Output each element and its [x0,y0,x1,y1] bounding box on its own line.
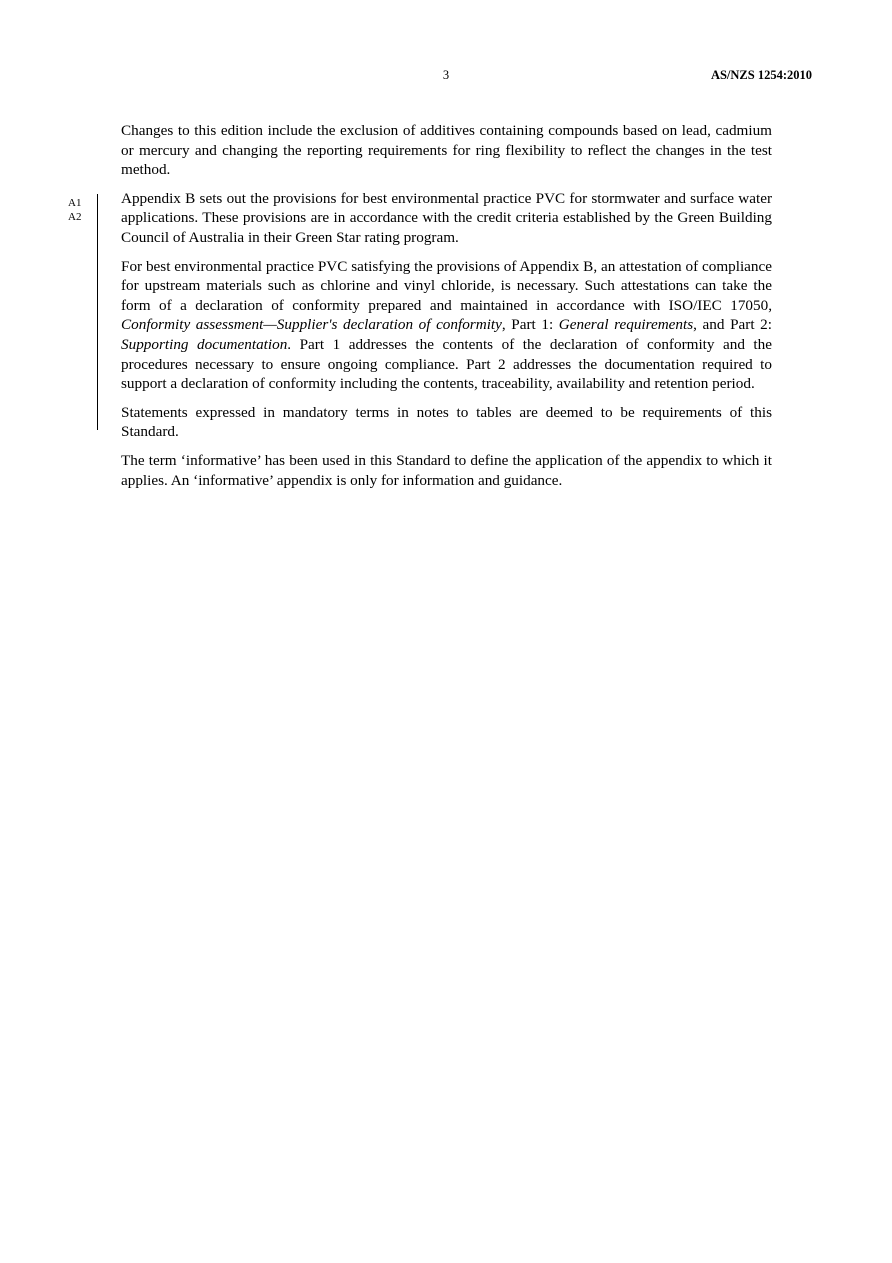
preface-body [121,121,772,499]
italic-title-supporting-documentation: Supporting documentation [121,335,288,353]
amendment-mark-a1: A1 [68,197,82,209]
page-number: 3 [442,68,450,82]
text-segment: For best environmental practice PVC satisfying the provisions of Appendix B, an attestation of compliance for upstream materials such as chlorine and vinyl chloride, is necessary. Such attestations can take the form of a declaration of conformity prepared and maintained in accordance with ISO/IEC 17050, [121,257,772,314]
paragraph-appendix-b: Appendix B sets out the provisions for best environmental practice PVC for stormwater and surface water applications. These provisions are in accordance with the credit criteria established by the Green Building Council of Australia in their Green Star rating program. [121,189,772,246]
amendment-change-bar [97,194,98,430]
amendment-marks [68,196,81,224]
italic-title-conformity-assessment: Conformity assessment—Supplier's declaration of conformity [121,316,502,334]
paragraph-mandatory-statements: Statements expressed in mandatory terms in notes to tables are deemed to be requirements of this Standard. [121,403,772,441]
italic-title-general-requirements: General requirements [558,316,694,334]
amendment-mark-a2: A2 [68,211,82,223]
text-segment: , Part 1: [501,316,559,334]
paragraph-changes: Changes to this edition include the exclusion of additives containing compounds based on lead, cadmium or mercury and changing the reporting requirements for ring flexibility to reflect the changes in the test method. [121,122,772,179]
paragraph-informative: The term ‘informative’ has been used in this Standard to define the application of the appendix to which it applies. An ‘informative’ appendix is only for information and guidance. [121,451,772,489]
text-segment: , and Part 2: [693,316,772,334]
text-segment: . Part 1 addresses the contents of the declaration of conformity and the procedures necessary to ensure ongoing compliance. Part 2 addresses the documentation required to support a declaration of conformity including the contents, traceability, availability and retention period. [121,335,772,393]
paragraph-attestation [121,257,772,394]
standard-identifier: AS/NZS 1254:2010 [710,68,812,82]
